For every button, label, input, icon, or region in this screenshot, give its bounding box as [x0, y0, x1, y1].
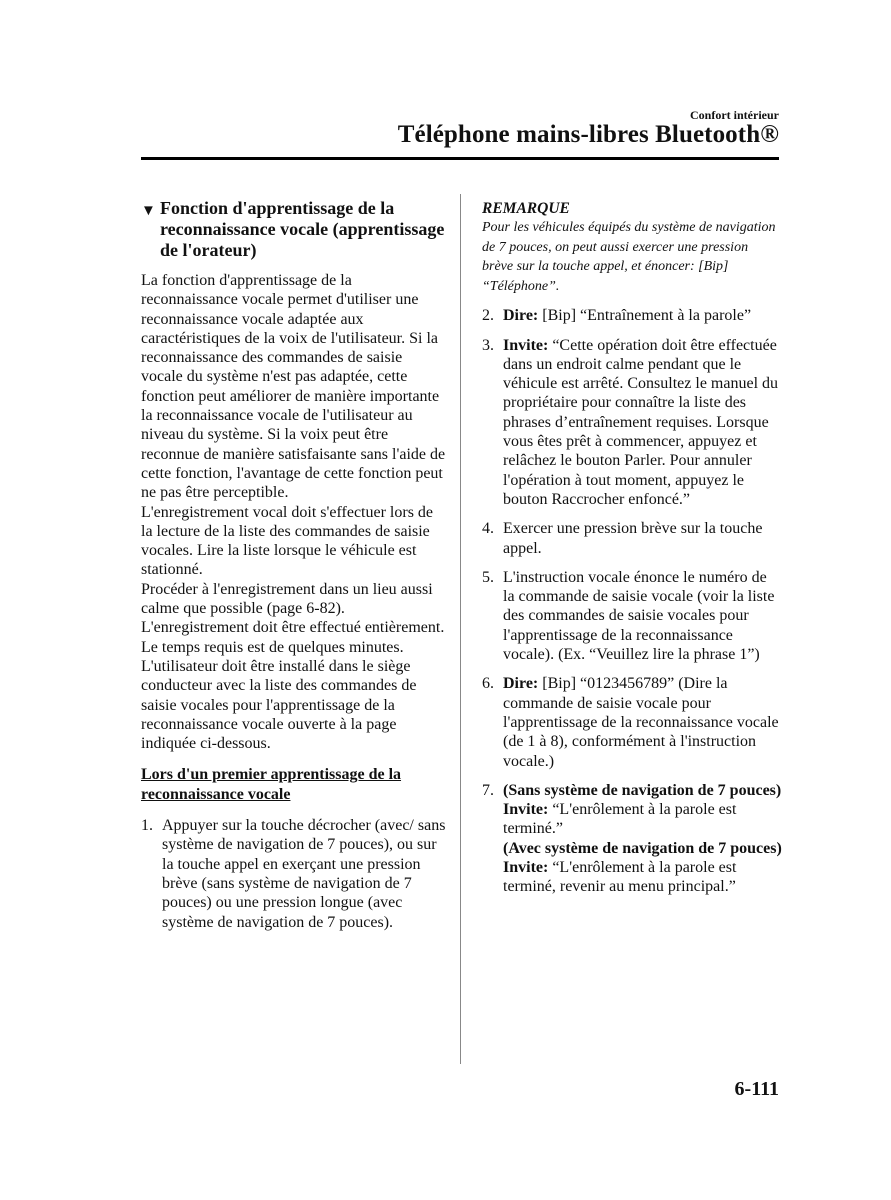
- step-number: 7.: [482, 781, 494, 799]
- step-text: “L'enrôlement à la parole est terminé, revenir au menu principal.”: [503, 859, 737, 896]
- header-rule: [141, 157, 779, 160]
- triangle-bullet-icon: ▼: [141, 203, 156, 219]
- step-4: [482, 519, 782, 558]
- step-5: [482, 568, 782, 664]
- subheading: Lors d'un premier apprentissage de la reconnaissance vocale: [141, 766, 402, 803]
- step-text: “L'enrôlement à la parole est terminé.”: [503, 801, 737, 838]
- step-condition: (Avec système de navigation de 7 pouces): [503, 839, 782, 857]
- step-keyword: Invite:: [503, 801, 549, 819]
- step-text: L'instruction vocale énonce le numéro de la commande de saisie vocale (voir la liste des commandes de saisie vocales pour l'apprentissage de la reconnaissance vocale). (Ex. “Veuillez lire la phrase 1”): [503, 568, 775, 664]
- page-number: 6-111: [734, 1078, 779, 1100]
- right-column: [482, 198, 782, 907]
- step-keyword: Invite:: [503, 859, 549, 877]
- step-3: [482, 336, 782, 510]
- step-keyword: Dire:: [503, 675, 539, 693]
- step-text: Appuyer sur la touche décrocher (avec/ sans système de navigation de 7 pouces), ou sur la touche appel en exerçant une pression brève (sans système de navigation de 7 pouces) ou une pression longue (avec système de navigation de 7 pouces).: [162, 817, 446, 931]
- section-heading-text: Fonction d'apprentissage de la reconnaissance vocale (apprentissage de l'orateur): [160, 198, 445, 260]
- body-paragraph: L'enregistrement vocal doit s'effectuer lors de la lecture de la liste des commandes de saisie vocales. Lire la liste lorsque le véhicule est stationné.: [141, 503, 434, 579]
- step-7: [482, 781, 782, 897]
- step-number: 4.: [482, 520, 494, 538]
- step-2: [482, 306, 782, 325]
- step-number: 3.: [482, 336, 494, 354]
- body-paragraph: La fonction d'apprentissage de la reconnaissance vocale permet d'utiliser une reconnaissance vocale adaptée aux caractéristiques de la voix de l'utilisateur. Si la reconnaissance des commandes de saisie vocale du système n'est pas adaptée, cette fonction peut améliorer de manière importante la reconnaissance vocale de l'utilisateur au niveau du système. Si la voix peut être reconnue de manière satisfaisante sans l'aide de cette fonction, l'avantage de cette fonction peut ne pas être perceptible.: [141, 272, 446, 502]
- note-text: Pour les véhicules équipés du système de navigation de 7 pouces, on peut aussi exercer une pression brève sur la touche appel, et énoncer: [Bip] “Téléphone”.: [482, 220, 776, 294]
- step-6: [482, 674, 782, 770]
- step-text: [Bip] “Entraînement à la parole”: [538, 307, 752, 325]
- note-title: REMARQUE: [482, 200, 570, 217]
- step-1: [141, 816, 446, 932]
- section-label: Confort intérieur: [690, 108, 779, 122]
- step-condition: (Sans système de navigation de 7 pouces): [503, 781, 782, 799]
- step-number: 5.: [482, 568, 494, 586]
- step-keyword: Invite:: [503, 336, 549, 354]
- step-text: “Cette opération doit être effectuée dans un endroit calme pendant que le véhicule est arrêté. Consultez le manuel du propriétaire pour connaître la liste des phrases d’entraînement requises. Lorsque vous êtes prêt à commencer, appuyez et relâchez le bouton Parler. Pour annuler l'opération à tout moment, appuyez le bouton Raccrocher enfoncé.”: [503, 336, 779, 508]
- chapter-title: Téléphone mains-libres Bluetooth®: [397, 121, 779, 148]
- column-divider: [460, 194, 461, 1064]
- step-number: 6.: [482, 675, 494, 693]
- step-text: [Bip] “0123456789” (Dire la commande de saisie vocale pour l'apprentissage de la reconnaissance vocale (de 1 à 8), conformément à l'instruction vocale.): [503, 675, 779, 770]
- body-paragraph: Procéder à l'enregistrement dans un lieu aussi calme que possible (page 6-82). L'enregistrement doit être effectué entièrement. Le temps requis est de quelques minutes. L'utilisateur doit être installé dans le siège conducteur avec la liste des commandes de saisie vocales pour l'apprentissage de la reconnaissance vocale ouverte à la page indiquée ci-dessous.: [141, 580, 445, 753]
- section-heading: [141, 198, 446, 261]
- step-text: Exercer une pression brève sur la touche appel.: [503, 520, 763, 557]
- left-column: [141, 198, 446, 942]
- step-number: 1.: [141, 817, 153, 835]
- step-keyword: Dire:: [503, 307, 539, 325]
- step-number: 2.: [482, 307, 494, 325]
